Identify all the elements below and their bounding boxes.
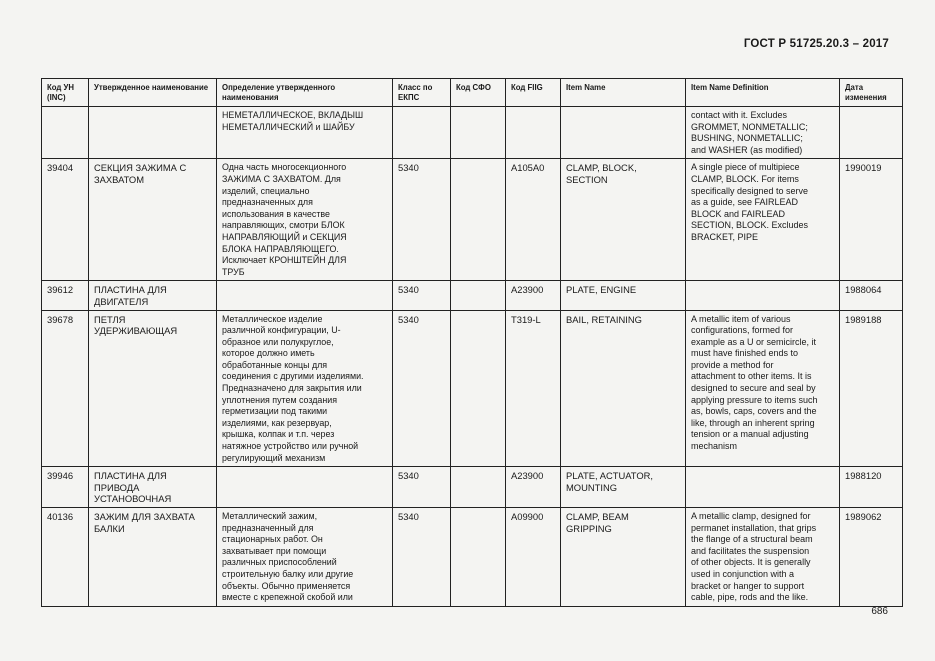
cell-name-ru: ПЛАСТИНА ДЛЯ ДВИГАТЕЛЯ xyxy=(89,281,217,310)
header-row xyxy=(42,79,903,107)
cell-fiig: A09900 xyxy=(506,508,561,607)
col-header-sfo: Код СФО xyxy=(451,79,506,107)
cell-item-definition: A single piece of multipiece CLAMP, BLOCK. For items specifically designed to serve as a guide, see FAIRLEAD BLOCK and FAIRLEAD SECTION, BLOCK. Excludes BRACKET, PIPE xyxy=(686,159,840,281)
cell-sfo xyxy=(451,107,506,159)
col-header-definition-ru: Определение утвержденного наименования xyxy=(217,79,393,107)
cell-sfo xyxy=(451,310,506,467)
cell-inc xyxy=(42,107,89,159)
table-row xyxy=(42,310,903,467)
cell-date: 1988120 xyxy=(840,467,903,508)
cell-sfo xyxy=(451,159,506,281)
cell-item-name: BAIL, RETAINING xyxy=(561,310,686,467)
cell-definition-ru xyxy=(217,467,393,508)
cell-definition-ru: Металлический зажим, предназначенный для стационарных работ. Он захватывает при помощи различных приспособлений строительную балку или другие объекты. Обычно применяется вместе с крепежной скобой или xyxy=(217,508,393,607)
nomenclature-table xyxy=(41,78,903,607)
cell-inc: 40136 xyxy=(42,508,89,607)
cell-date: 1989062 xyxy=(840,508,903,607)
cell-fiig: T319-L xyxy=(506,310,561,467)
cell-date xyxy=(840,107,903,159)
cell-sfo xyxy=(451,467,506,508)
cell-item-definition xyxy=(686,467,840,508)
cell-date: 1988064 xyxy=(840,281,903,310)
table-row xyxy=(42,107,903,159)
cell-item-name xyxy=(561,107,686,159)
cell-ekps: 5340 xyxy=(393,159,451,281)
col-header-fiig: Код FIIG xyxy=(506,79,561,107)
col-header-name-ru: Утвержденное наименование xyxy=(89,79,217,107)
table-row xyxy=(42,508,903,607)
cell-definition-ru: Одна часть многосекционного ЗАЖИМА С ЗАХВАТОМ. Для изделий, специально предназначенных для использования в качестве направляющих, смотри БЛОК НАПРАВЛЯЮЩИЙ и СЕКЦИЯ БЛОКА НАПРАВЛЯЮЩЕГО. Исключает КРОНШТЕЙН ДЛЯ ТРУБ xyxy=(217,159,393,281)
cell-ekps: 5340 xyxy=(393,467,451,508)
table-row xyxy=(42,467,903,508)
col-header-inc: Код УН (INC) xyxy=(42,79,89,107)
cell-ekps: 5340 xyxy=(393,281,451,310)
document-code: ГОСТ Р 51725.20.3 – 2017 xyxy=(743,38,889,50)
col-header-date: Дата изменения xyxy=(840,79,903,107)
cell-definition-ru xyxy=(217,281,393,310)
cell-definition-ru: НЕМЕТАЛЛИЧЕСКОЕ, ВКЛАДЫШ НЕМЕТАЛЛИЧЕСКИЙ и ШАЙБУ xyxy=(217,107,393,159)
cell-item-name: CLAMP, BLOCK, SECTION xyxy=(561,159,686,281)
cell-sfo xyxy=(451,281,506,310)
cell-fiig: A23900 xyxy=(506,281,561,310)
cell-inc: 39612 xyxy=(42,281,89,310)
col-header-ekps: Класс по ЕКПС xyxy=(393,79,451,107)
cell-ekps xyxy=(393,107,451,159)
cell-inc: 39678 xyxy=(42,310,89,467)
cell-name-ru: ЗАЖИМ ДЛЯ ЗАХВАТА БАЛКИ xyxy=(89,508,217,607)
cell-item-name: PLATE, ACTUATOR, MOUNTING xyxy=(561,467,686,508)
table-row xyxy=(42,159,903,281)
cell-item-definition: A metallic clamp, designed for permanet installation, that grips the flange of a structural beam and facilitates the suspension of other objects. It is generally used in conjunction with a bracket or hanger to support cable, pipe, rods and the like. xyxy=(686,508,840,607)
cell-date: 1989188 xyxy=(840,310,903,467)
table-row xyxy=(42,281,903,310)
cell-item-definition: contact with it. Excludes GROMMET, NONMETALLIC; BUSHING, NONMETALLIC; and WASHER (as modified) xyxy=(686,107,840,159)
cell-item-name: CLAMP, BEAM GRIPPING xyxy=(561,508,686,607)
cell-item-definition xyxy=(686,281,840,310)
cell-date: 1990019 xyxy=(840,159,903,281)
cell-inc: 39404 xyxy=(42,159,89,281)
cell-fiig: A105A0 xyxy=(506,159,561,281)
col-header-item-definition: Item Name Definition xyxy=(686,79,840,107)
cell-name-ru: ПЛАСТИНА ДЛЯ ПРИВОДА УСТАНОВОЧНАЯ xyxy=(89,467,217,508)
cell-item-name: PLATE, ENGINE xyxy=(561,281,686,310)
cell-inc: 39946 xyxy=(42,467,89,508)
page-number: 686 xyxy=(871,606,888,617)
cell-name-ru: СЕКЦИЯ ЗАЖИМА С ЗАХВАТОМ xyxy=(89,159,217,281)
cell-item-definition: A metallic item of various configurations, formed for example as a U or semicircle, it must have finished ends to provide a method for attachment to other items. It is designed to secure and seal by applying pressure to items such as, bowls, caps, covers and the like, through an inherent spring tension or a manual adjusting mechanism xyxy=(686,310,840,467)
cell-fiig: A23900 xyxy=(506,467,561,508)
col-header-item-name: Item Name xyxy=(561,79,686,107)
cell-name-ru xyxy=(89,107,217,159)
cell-fiig xyxy=(506,107,561,159)
cell-ekps: 5340 xyxy=(393,310,451,467)
cell-name-ru: ПЕТЛЯ УДЕРЖИВАЮЩАЯ xyxy=(89,310,217,467)
cell-sfo xyxy=(451,508,506,607)
cell-ekps: 5340 xyxy=(393,508,451,607)
cell-definition-ru: Металлическое изделие различной конфигурации, U- образное или полукруглое, которое должно иметь обработанные концы для соединения с другими изделиями. Предназначено для закрытия или уплотнения путем создания герметизации под такими изделиями, как резервуар, крышка, колпак и т.п. через натяжное устройство или ручной регулирующий механизм xyxy=(217,310,393,467)
